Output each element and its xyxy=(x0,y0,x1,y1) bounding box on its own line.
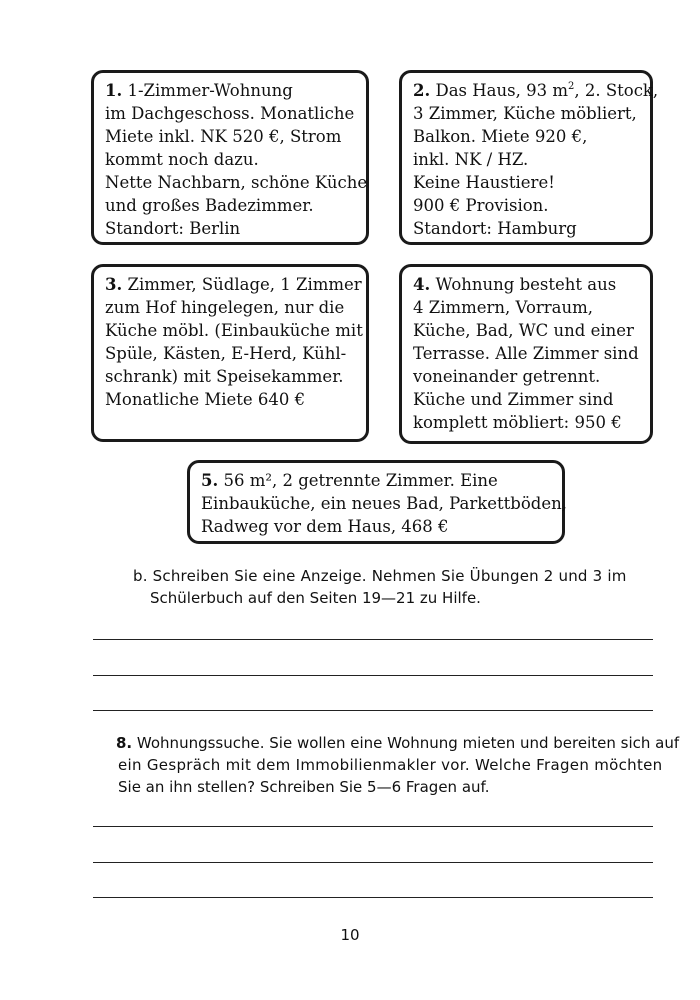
ad-box-5 xyxy=(187,460,565,544)
ad-line: Küche, Bad, WC und einer xyxy=(413,321,634,340)
ad-line: Das Haus, 93 m xyxy=(435,81,568,100)
ad-line: 1-Zimmer-Wohnung xyxy=(127,81,293,100)
ad-line: zum Hof hingelegen, nur die xyxy=(105,298,345,317)
ad-number: 4. xyxy=(413,275,431,294)
ad-number: 5. xyxy=(201,471,219,490)
superscript: 2 xyxy=(567,81,575,92)
ad-line: Einbauküche, ein neues Bad, Parkettböden, xyxy=(201,494,567,513)
ad-line: Zimmer, Südlage, 1 Zimmer xyxy=(127,275,362,294)
ad-line: voneinander getrennt. xyxy=(413,367,601,386)
ad-line: Miete inkl. NK 520 €, Strom xyxy=(105,127,342,146)
ad-line: Standort: Berlin xyxy=(105,219,241,238)
task-8 xyxy=(116,732,680,798)
ad-line: im Dachgeschoss. Monatliche xyxy=(105,104,355,123)
ad-line: schrank) mit Speisekammer. xyxy=(105,367,344,386)
task-b xyxy=(133,565,655,609)
task-8-line: Wohnungssuche. Sie wollen eine Wohnung mieten und bereiten sich auf xyxy=(136,734,680,752)
ad-line: kommt noch dazu. xyxy=(105,150,259,169)
task-number: 8. xyxy=(116,734,133,752)
ad-line: 900 € Provision. xyxy=(413,196,549,215)
task-b-line: b. Schreiben Sie eine Anzeige. Nehmen Sie Übungen 2 und 3 im xyxy=(133,567,627,585)
page-number: 10 xyxy=(340,926,360,944)
ad-line: und großes Badezimmer. xyxy=(105,196,314,215)
ad-box-1 xyxy=(91,70,369,245)
ad-line: Terrasse. Alle Zimmer sind xyxy=(413,344,639,363)
ad-number: 3. xyxy=(105,275,123,294)
task-b-line: Schülerbuch auf den Seiten 19—21 zu Hilfe. xyxy=(150,589,481,607)
ad-line: inkl. NK / HZ. xyxy=(413,150,529,169)
writing-line[interactable] xyxy=(93,675,653,676)
ad-line: Keine Haustiere! xyxy=(413,173,555,192)
writing-line[interactable] xyxy=(93,639,653,640)
writing-line[interactable] xyxy=(93,826,653,827)
ad-line: Spüle, Kästen, E-Herd, Kühl- xyxy=(105,344,347,363)
ad-line: , 2. Stock, xyxy=(574,81,659,100)
ad-line: Balkon. Miete 920 €, xyxy=(413,127,588,146)
ad-box-3 xyxy=(91,264,369,442)
ad-line: Monatliche Miete 640 € xyxy=(105,390,306,409)
ad-line: 3 Zimmer, Küche möbliert, xyxy=(413,104,637,123)
writing-line[interactable] xyxy=(93,710,653,711)
ad-line: 56 m², 2 getrennte Zimmer. Eine xyxy=(223,471,498,490)
ad-number: 1. xyxy=(105,81,123,100)
ad-box-2 xyxy=(399,70,659,245)
ad-line: Küche möbl. (Einbauküche mit xyxy=(105,321,363,340)
ad-line: Radweg vor dem Haus, 468 € xyxy=(201,517,449,536)
ad-line: 4 Zimmern, Vorraum, xyxy=(413,298,594,317)
writing-line[interactable] xyxy=(93,897,653,898)
ad-line: Wohnung besteht aus xyxy=(435,275,617,294)
ad-line: Standort: Hamburg xyxy=(413,219,577,238)
ad-number: 2. xyxy=(413,81,431,100)
task-8-line: ein Gespräch mit dem Immobilienmakler vor. Welche Fragen möchten xyxy=(118,756,663,774)
ad-line: Nette Nachbarn, schöne Küche xyxy=(105,173,368,192)
ad-box-4 xyxy=(399,264,653,444)
task-8-line: Sie an ihn stellen? Schreiben Sie 5—6 Fragen auf. xyxy=(118,778,490,796)
writing-line[interactable] xyxy=(93,862,653,863)
ad-line: Küche und Zimmer sind xyxy=(413,390,614,409)
ad-line: komplett möbliert: 950 € xyxy=(413,413,622,432)
